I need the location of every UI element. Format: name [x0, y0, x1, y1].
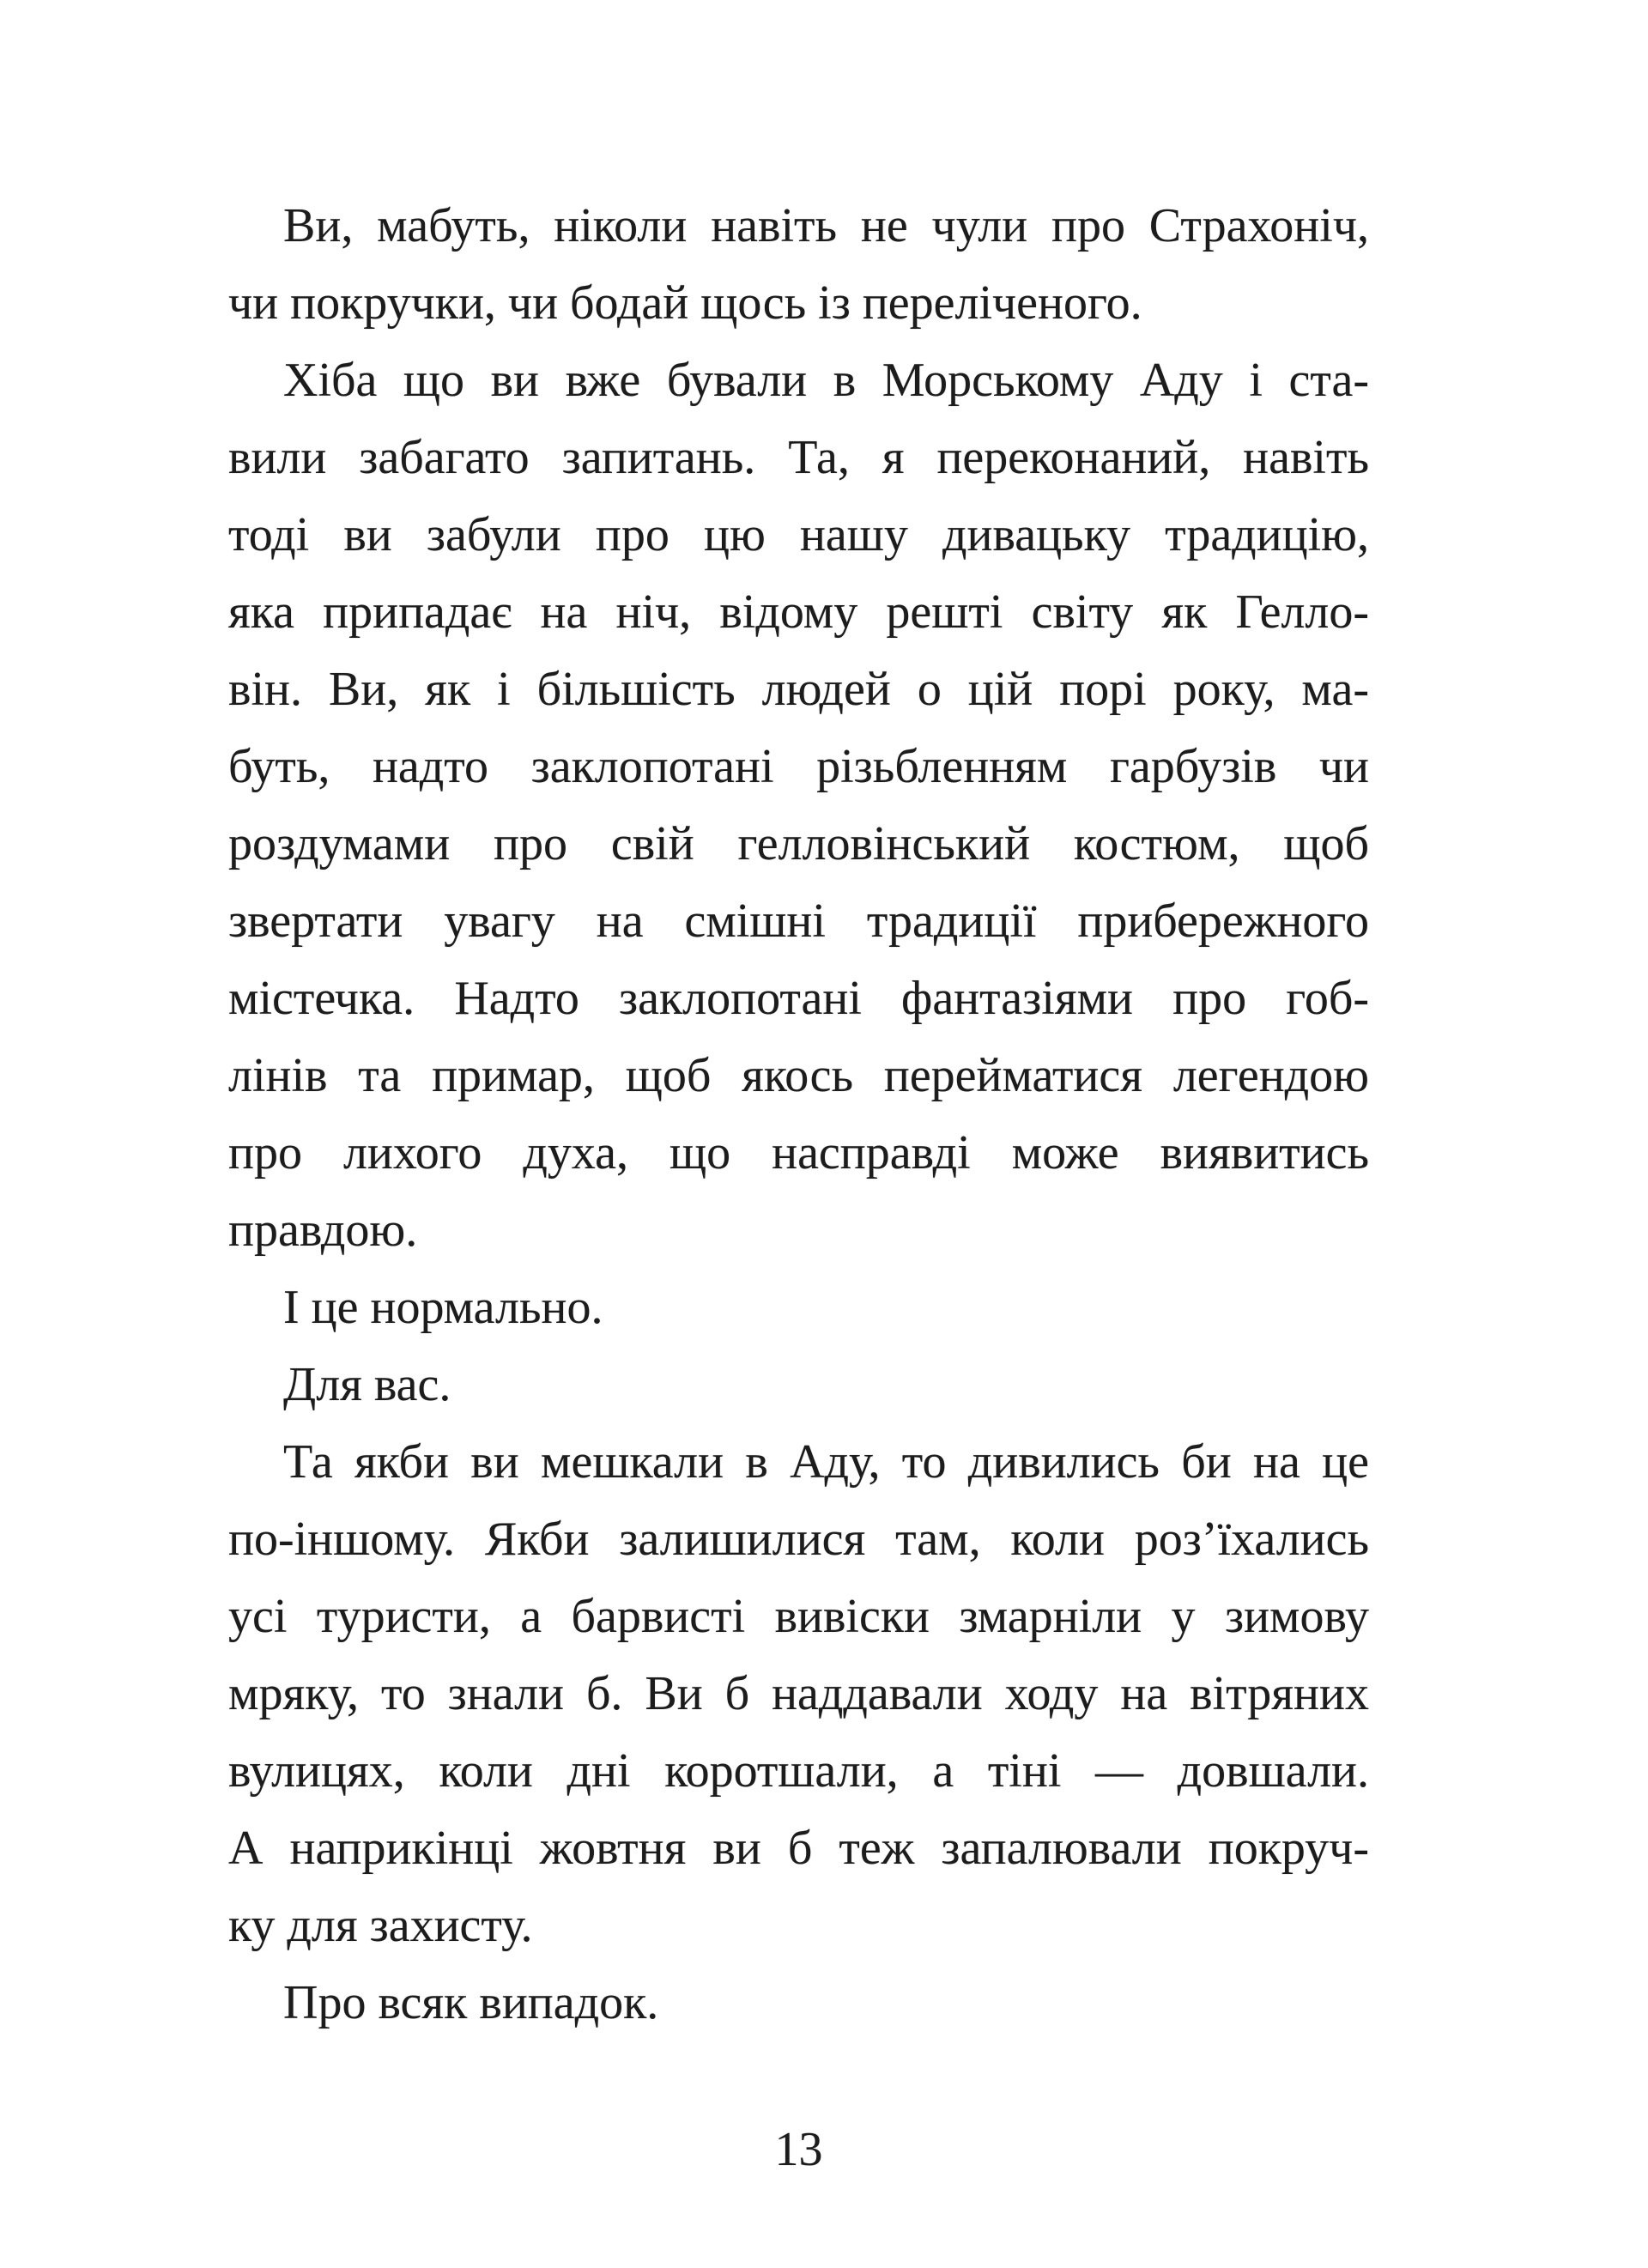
text-line: вили забагато запитань. Та, я переконаний, навіть [228, 431, 1369, 484]
text-line: він. Ви, як і більшість людей о цій порі року, ма- [228, 663, 1369, 716]
text-line: мряку, то знали б. Ви б наддавали ходу на вітряних [228, 1667, 1369, 1720]
paragraph [228, 1346, 1369, 1423]
text-line: Хіба що ви вже бували в Морському Аду і ста- [283, 354, 1369, 407]
text-line: про лихого духа, що насправді може виявитись [228, 1126, 1369, 1179]
text-line: чи покручки, чи бодай щось із переліченого. [228, 276, 1142, 330]
paragraph [228, 342, 1369, 1269]
page-number: 13 [774, 2123, 823, 2176]
text-line: тоді ви забули про цю нашу дивацьку традицію, [228, 508, 1369, 561]
paragraph [228, 1269, 1369, 1346]
text-line: Для вас. [283, 1358, 451, 1411]
text-line: усі туристи, а барвисті вивіски змарніли у зимову [228, 1590, 1369, 1643]
text-line: по-іншому. Якби залишилися там, коли роз’їхались [228, 1513, 1369, 1566]
paragraph [228, 1423, 1369, 1964]
text-line: Про всяк випадок. [283, 1976, 659, 2029]
text-line: Ви, мабуть, ніколи навіть не чули про Страхоніч, [283, 199, 1369, 252]
text-line: І це нормально. [283, 1281, 603, 1334]
body-text [228, 187, 1369, 2041]
text-line: ку для захисту. [228, 1899, 533, 1952]
text-line: роздумами про свій гелловінський костюм, щоб [228, 817, 1369, 870]
text-line: лінів та примар, щоб якось перейматися легендою [228, 1049, 1369, 1102]
paragraph [228, 187, 1369, 342]
text-line: Та якби ви мешкали в Аду, то дивились би на це [283, 1435, 1369, 1489]
text-line: А наприкінці жовтня ви б теж запалювали покруч- [228, 1822, 1369, 1875]
text-line: буть, надто заклопотані різьбленням гарбузів чи [228, 740, 1369, 793]
text-line: містечка. Надто заклопотані фантазіями про гоб- [228, 972, 1369, 1025]
text-line: правдою. [228, 1204, 418, 1257]
text-line: звертати увагу на смішні традиції прибережного [228, 894, 1369, 948]
paragraph [228, 1964, 1369, 2041]
text-line: яка припадає на ніч, відому решті світу як Гелло- [228, 585, 1369, 639]
text-line: вулицях, коли дні коротшали, а тіні — довшали. [228, 1744, 1369, 1798]
